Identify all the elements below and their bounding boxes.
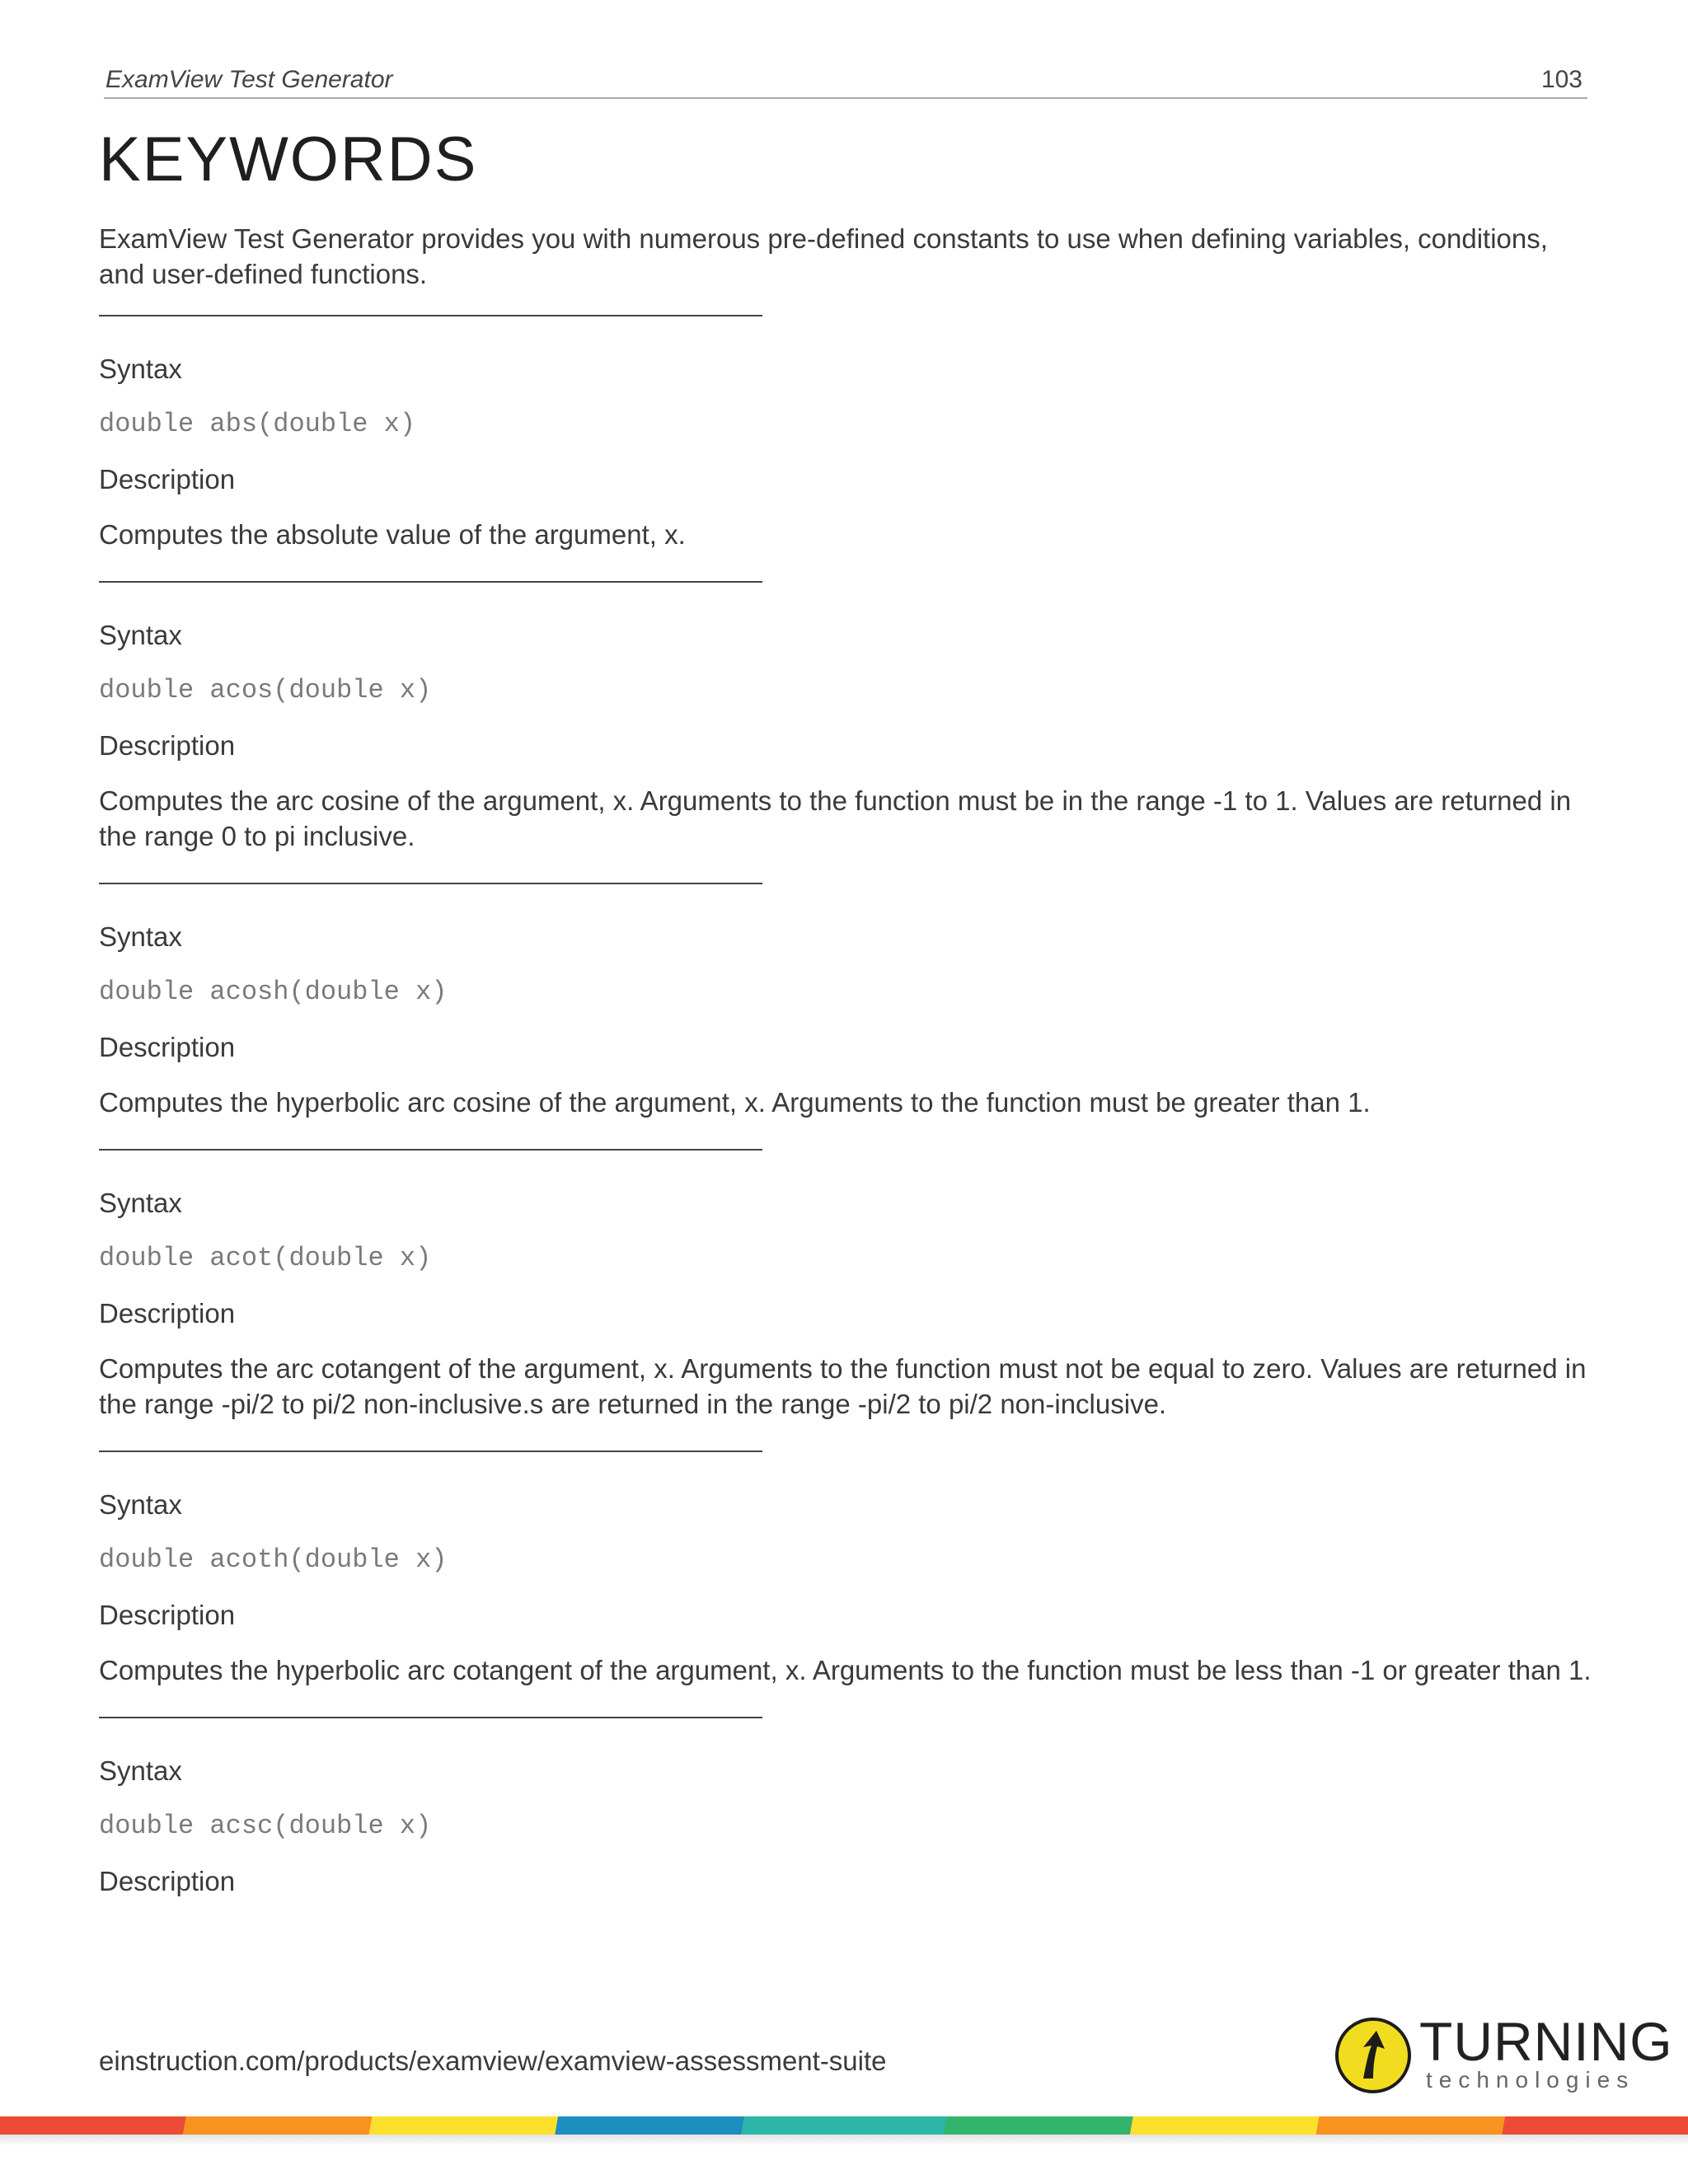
logo-wordmark: TURNING bbox=[1419, 2011, 1673, 2072]
page-title: KEYWORDS bbox=[99, 124, 478, 194]
footer-stripe-shadow bbox=[0, 2135, 1688, 2146]
syntax-label: Syntax bbox=[99, 1489, 182, 1520]
description-label: Description bbox=[99, 1298, 236, 1329]
description-text: Computes the arc cotangent of the argument, x. Arguments to the function must not be equal to zero. Values are returned in the range -pi/2 to pi/2 non-inclusive.s are returned in the range -pi/2 to pi/2 non-inclusive. bbox=[99, 1353, 1587, 1419]
keyword-entry bbox=[99, 315, 1595, 552]
description-text: Computes the hyperbolic arc cotangent of the argument, x. Arguments to the function must be less than -1 or greater than 1. bbox=[99, 1655, 1592, 1685]
keyword-entry bbox=[99, 1717, 1595, 1899]
header-title: ExamView Test Generator bbox=[106, 66, 393, 93]
description-label: Description bbox=[99, 464, 236, 494]
document-body bbox=[99, 221, 1595, 1919]
description-label: Description bbox=[99, 730, 236, 761]
footer-url[interactable]: einstruction.com/products/examview/examview-assessment-suite bbox=[99, 2046, 887, 2076]
description-text: Computes the arc cosine of the argument, x. Arguments to the function must be in the range -1 to 1. Values are returned in the range 0 to pi inclusive. bbox=[99, 785, 1572, 851]
separator-line bbox=[99, 315, 762, 316]
syntax-code: double acos(double x) bbox=[99, 675, 432, 705]
syntax-label: Syntax bbox=[99, 354, 182, 384]
description-text: Computes the hyperbolic arc cosine of the argument, x. Arguments to the function must be greater than 1. bbox=[99, 1087, 1371, 1118]
syntax-code: double acoth(double x) bbox=[99, 1544, 448, 1575]
syntax-code: double acosh(double x) bbox=[99, 977, 448, 1007]
intro-paragraph: ExamView Test Generator provides you with numerous pre-defined constants to use when defining variables, conditions, and user-defined functions. bbox=[99, 223, 1548, 289]
syntax-label: Syntax bbox=[99, 1755, 182, 1786]
logo-subtitle: technologies bbox=[1426, 2067, 1635, 2093]
separator-line bbox=[99, 581, 762, 583]
page-header bbox=[104, 66, 1587, 99]
syntax-label: Syntax bbox=[99, 921, 182, 952]
keyword-entry bbox=[99, 883, 1595, 1120]
description-label: Description bbox=[99, 1866, 236, 1896]
syntax-code: double abs(double x) bbox=[99, 409, 416, 439]
turning-arrow-icon bbox=[1335, 2018, 1411, 2093]
separator-line bbox=[99, 1149, 762, 1151]
description-label: Description bbox=[99, 1032, 236, 1062]
turning-technologies-logo bbox=[1335, 2011, 1673, 2097]
separator-line bbox=[99, 1717, 762, 1718]
syntax-label: Syntax bbox=[99, 1188, 182, 1218]
syntax-label: Syntax bbox=[99, 620, 182, 650]
description-label: Description bbox=[99, 1600, 236, 1630]
keyword-entry bbox=[99, 1451, 1595, 1688]
syntax-code: double acsc(double x) bbox=[99, 1811, 432, 1841]
keyword-entry bbox=[99, 1149, 1595, 1422]
footer-color-stripe bbox=[0, 2116, 1688, 2135]
keyword-list bbox=[99, 315, 1595, 1899]
description-text: Computes the absolute value of the argument, x. bbox=[99, 519, 686, 550]
keyword-entry bbox=[99, 581, 1595, 854]
page-number: 103 bbox=[1540, 66, 1582, 93]
separator-line bbox=[99, 883, 762, 884]
separator-line bbox=[99, 1451, 762, 1452]
syntax-code: double acot(double x) bbox=[99, 1243, 432, 1273]
